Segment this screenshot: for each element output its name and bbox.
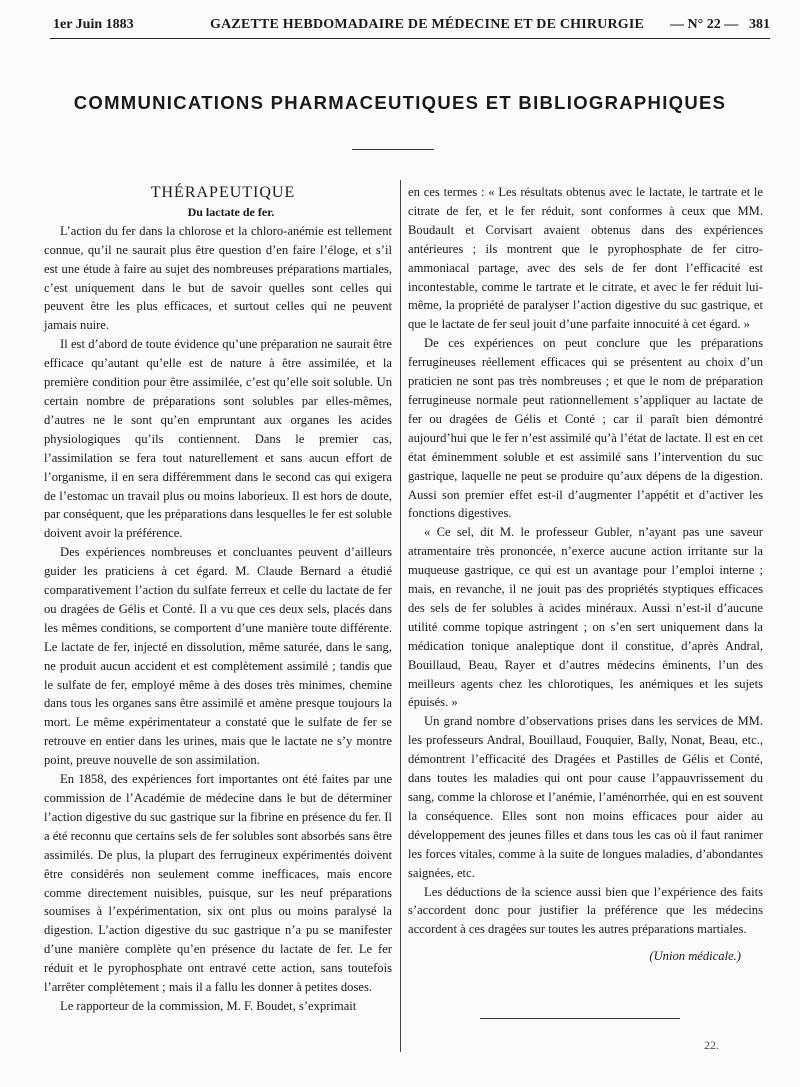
left-column [44, 184, 392, 1016]
title-rule [352, 149, 434, 150]
paragraph: L’action du fer dans la chlorose et la chloro-anémie est tellement connue, qu’il ne saurait plus être question d’en faire l’éloge, et s’il est une étude à faire au sujet des nombreuses préparations martiales, c’est uniquement dans le but de savoir quelles sont celles qui peuvent être les plus efficaces, et surtout celles qui ne peuvent jamais nuire. [44, 223, 392, 333]
right-column [408, 183, 763, 966]
source-citation: (Union médicale.) [649, 949, 741, 964]
paragraph: Des expériences nombreuses et concluantes peuvent d’ailleurs guider les praticiens à cet égard. M. Claude Bernard a étudié comparativement l’action du sulfate ferreux et celle du lactate de fer ou dragées de Gélis et Conté. Il a vu que ces deux sels, placés dans les mêmes conditions, se comportent d’une manière toute différente. Le lactate de fer, injecté en dissolution, même saturée, dans le sang, ne produit aucun accident et est complètement assimilé ; tandis que le sulfate de fer, employé même à des doses très minimes, chemine dans tous les organes sans être assimilé et amène presque toujours la mort. Le même expérimentateur a constaté que le sulfate de fer se retrouve en entier dans les urines, mais que le lactate ne s’y montre point, preuve nouvelle de son assimilation. [44, 545, 392, 768]
journal-title: GAZETTE HEBDOMADAIRE DE MÉDECINE ET DE CHIRURGIE [210, 17, 645, 32]
paragraph: « Ce sel, dit M. le professeur Gubler, n’ayant pas une saveur atramentaire très prononcée, n’exerce aucune action irritante sur la muqueuse gastrique, ce qui est un avantage pour l’emploi interne ; mais, en revanche, il ne jouit pas des propriétés styptiques efficaces des sels de fer solubles à acides minéraux. Aussi n’est-il d’aucune utilité comme topique astringent ; on s’en sert uniquement dans la médication tonique analeptique dont il constitue, d’après Andral, Bouillaud, Beau, Rayer et d’autres médecins éminents, l’un des meilleurs agents chez les chlorotiques, les anémiques et les sujets épuisés. » [408, 525, 763, 710]
page-number: 381 [749, 17, 770, 32]
paragraph: Il est d’abord de toute évidence qu’une préparation ne saurait être efficace qu’autant qu’elle est de nature à être assimilée, et la première condition pour être assimilée, c’est qu’elle soit soluble. Un certain nombre de préparations sont solubles par elles-mêmes, d’autres ne le sont qu’en empruntant aux organes les acides physiologiques qu’ils contiennent. Dans le premier cas, l’assimilation se fera tout naturellement et sans aucun effort de l’organisme, il en sera différemment dans le second cas qui exigera de l’estomac un travail plus ou moins laborieux. Il est hors de doute, par conséquent, que les préparations dans lesquelles le fer est soluble doivent avoir la préférence. [44, 337, 392, 541]
paragraph: en ces termes : « Les résultats obtenus avec le lactate, le tartrate et le citrate de fer, et le fer réduit, sont conformes à ceux que MM. Boudault et Corvisart avaient obtenus dans des expériences antérieures ; ils montrent que le pyrophosphate de fer citro-ammoniacal partage, avec des sels de fer dont l’efficacité est incontestable, comme le tartrate et le citrate, et avec le fer réduit lui-même, la propriété de paralyser l’action digestive du suc gastrique, et que le lactate de fer seul jouit d’une parfaite innocuité à cet égard. » [408, 185, 763, 332]
paragraph: En 1858, des expériences fort importantes ont été faites par une commission de l’Académie de médecine dans le but de déterminer l’action digestive du suc gastrique sur la fibrine en présence du fer. Il a été reconnu que certains sels de fer solubles sont absorbés sans être assimilés. De plus, la plupart des ferrugineux expérimentés doivent être considérés non seulement comme inefficaces, mais encore comme directement nuisibles, puisque, sur les neuf préparations soumises à l’expérimentation, six ont plus ou moins paralysé la digestion. L’action digestive du suc gastrique n’a pu se manifester d’une manière complète qu’en présence du lactate de fer. Le fer réduit et le pyrophosphate ont entravé cette action, sans toutefois l’arrêter complètement ; mais il a fallu les donner à petites doses. [44, 772, 392, 995]
article-subheading: Du lactate de fer. [187, 204, 275, 219]
article-heading: THÉRAPEUTIQUE [150, 184, 296, 201]
issue-number: — N° 22 — [670, 17, 739, 32]
paragraph: Les déductions de la science aussi bien que l’expérience des faits s’accordent donc pour justifier la préférence que les médecins accordent à ces dragées sur toutes les autres préparations martiales. [408, 884, 763, 937]
paragraph: Le rapporteur de la commission, M. F. Boudet, s’exprimait [60, 998, 357, 1013]
issue-date: 1er Juin 1883 [53, 17, 134, 32]
column-divider [400, 180, 401, 1052]
paragraph: Un grand nombre d’observations prises dans les services de MM. les professeurs Andral, Bouillaud, Fouquier, Bally, Nonat, Beau, etc., démontrent l’efficacité des Dragées et Pastilles de Gélis et Conté, dans toutes les maladies qui ont pour cause l’appauvrissement du sang, comme la chlorose et l’anémie, l’aménorrhée, qui en est souvent la conséquence. Elles sont non moins efficaces pour aider au développement des jeunes filles et dans tous les cas où il faut ranimer les forces vitales, comme à la suite de longues maladies, d’abondantes saignées, etc. [408, 714, 763, 880]
end-rule [480, 1018, 680, 1019]
signature-mark: 22. [704, 1038, 719, 1052]
running-header [50, 12, 770, 39]
section-title: COMMUNICATIONS PHARMACEUTIQUES ET BIBLIOGRAPHIQUES [73, 92, 727, 113]
paragraph: De ces expériences on peut conclure que les préparations ferrugineuses réellement efficaces qui se présentent au choix d’un praticien ne sont pas très nombreuses ; et que le nom de préparation ferrugineuse normale peut rationnellement s’appliquer au lactate de fer ou dragées de Gélis et Conté ; car il paraît bien démontré aujourd’hui que le fer n’est assimilé qu’à l’état de lactate. Il est en cet état éminemment soluble et est assimilé sans l’intervention du suc gastrique, laquelle ne peut se produire qu’aux dépens de la digestion. Aussi son premier effet est-il d’augmenter l’appétit et d’activer les fonctions digestives. [408, 336, 763, 521]
